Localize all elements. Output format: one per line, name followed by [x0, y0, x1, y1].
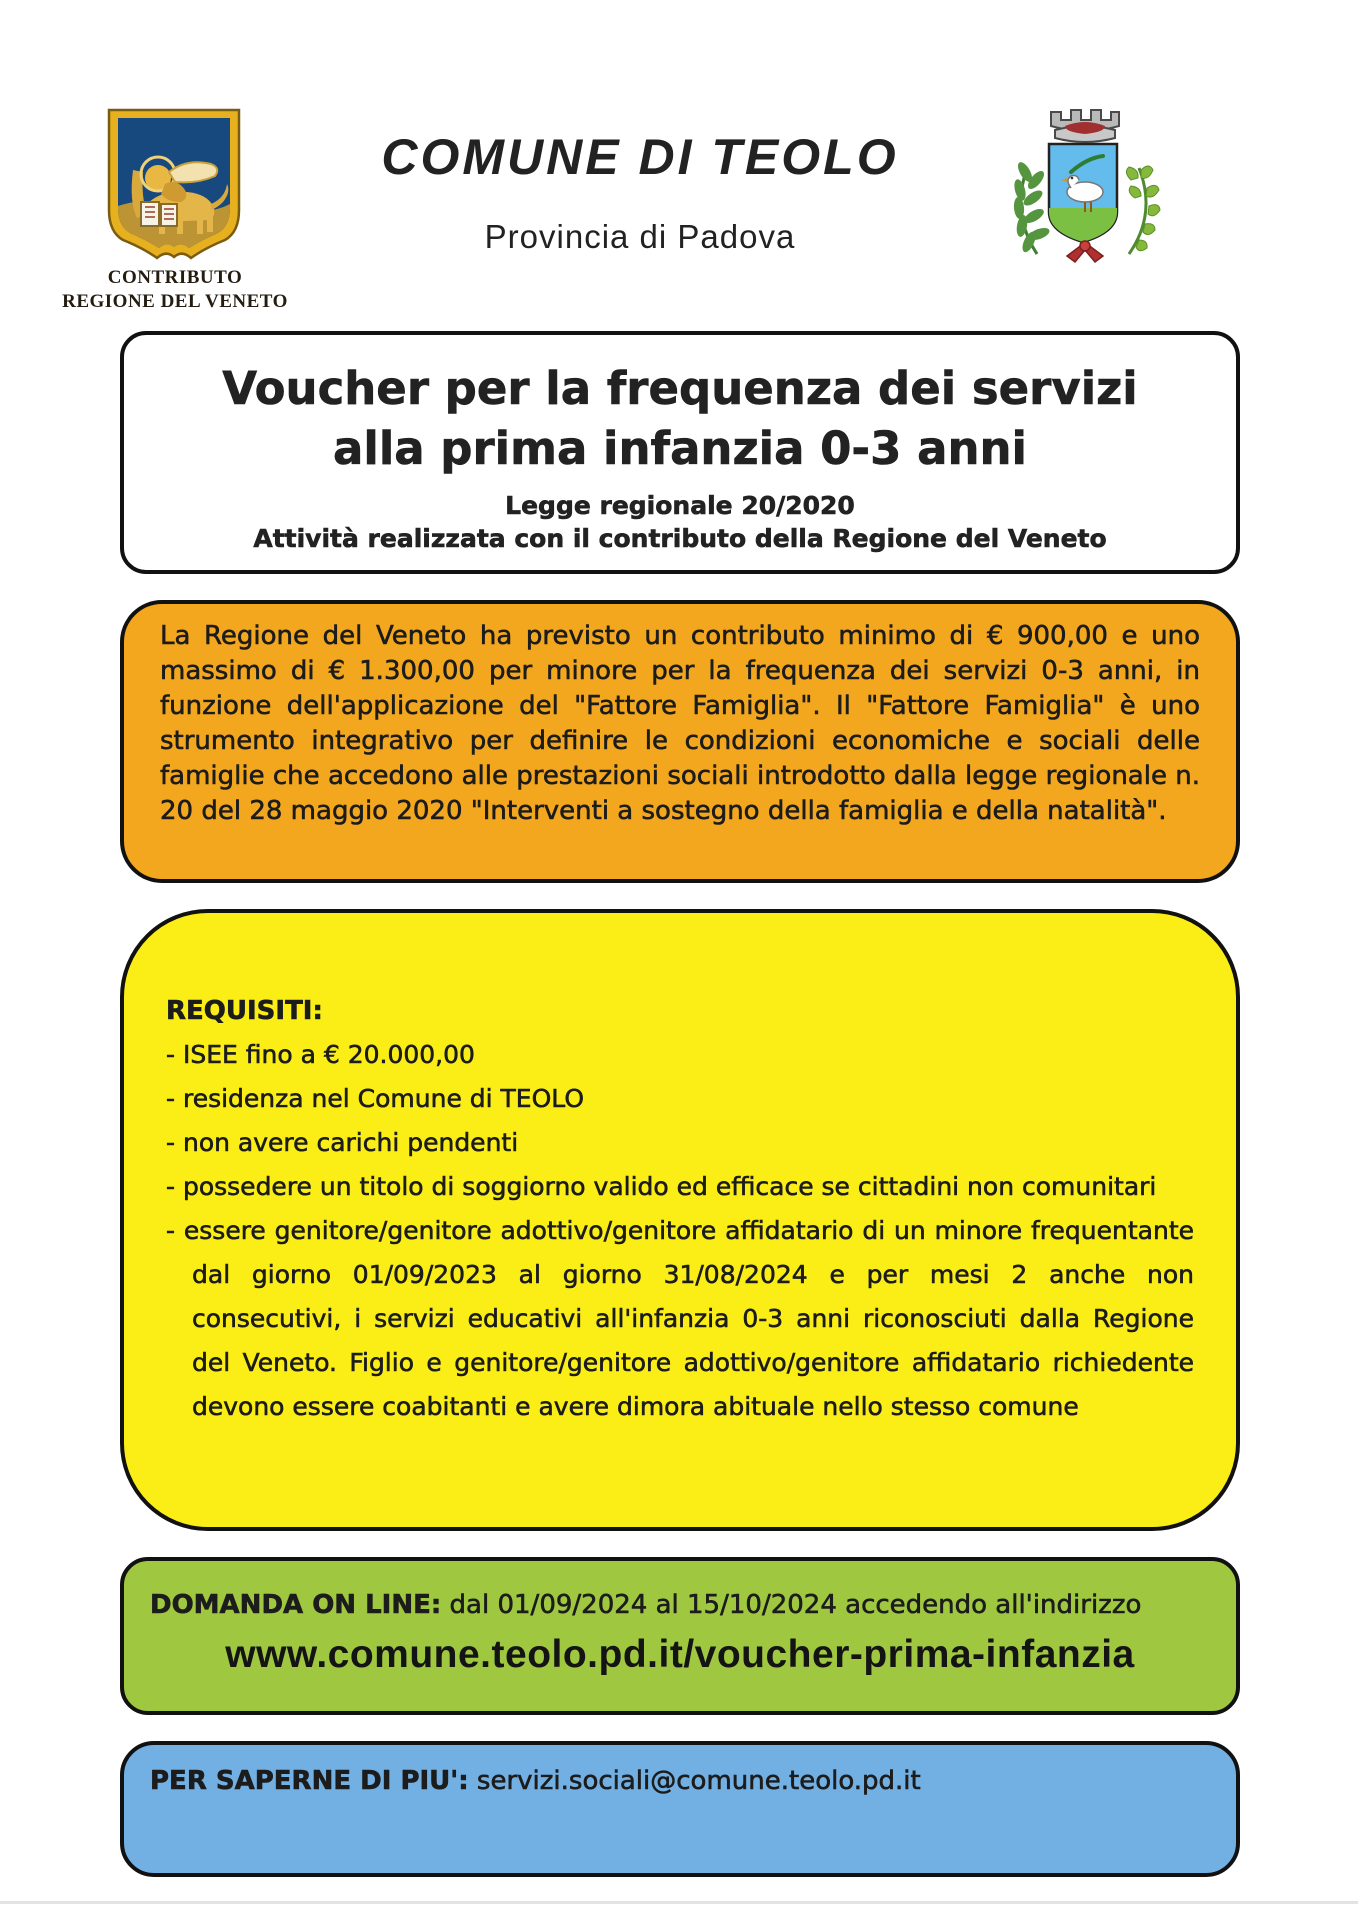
requirement-item: - residenza nel Comune di TEOLO	[166, 1084, 584, 1113]
application-box	[120, 1557, 1240, 1715]
application-dates: dal 01/09/2024 al 15/10/2024 accedendo all'indirizzo	[441, 1590, 1142, 1620]
requirement-item: - ISEE fino a € 20.000,00	[166, 1040, 475, 1069]
requirement-item: - non avere carichi pendenti	[166, 1128, 519, 1157]
application-url: www.comune.teolo.pd.it/voucher-prima-infanzia	[225, 1633, 1135, 1676]
info-box	[120, 1741, 1240, 1877]
left-caption-line1: CONTRIBUTO	[107, 267, 243, 288]
scan-artifact-line	[0, 1901, 1358, 1904]
teolo-coat-of-arms-icon	[993, 94, 1173, 286]
intro-box	[120, 600, 1240, 883]
requirement-item: - essere genitore/genitore adottivo/genitore affidatario di un minore frequentante dal giorno 01/09/2023 al giorno 31/08/2024 e per mesi 2 anche non consecutivi, i servizi educativi all'infanzia 0-3 anni riconosciuti dalla Regione del Veneto. Figlio e genitore/genitore adottivo/genitore affidatario richiedente devono essere coabitanti e avere dimora abituale nello stesso comune	[166, 1216, 1194, 1421]
title-box	[120, 331, 1240, 574]
header-center	[280, 128, 1000, 256]
flyer-title	[134, 359, 1226, 479]
flyer-subtitle-line2: Attività realizzata con il contributo della Regione del Veneto	[253, 524, 1107, 553]
info-line	[150, 1763, 1210, 1799]
requirement-item: - possedere un titolo di soggiorno valido ed efficace se cittadini non comunitari	[166, 1172, 1157, 1201]
province-subtitle: Provincia di Padova	[484, 218, 796, 255]
application-line	[150, 1587, 1210, 1623]
flyer-subtitle	[134, 489, 1226, 555]
info-email: servizi.sociali@comune.teolo.pd.it	[468, 1766, 921, 1796]
municipality-title: COMUNE DI TEOLO	[381, 129, 899, 185]
left-logo-caption	[38, 266, 312, 314]
left-caption-line2: REGIONE DEL VENETO	[62, 291, 288, 312]
requirements-heading: REQUISITI:	[166, 996, 323, 1026]
flyer-title-line1: Voucher per la frequenza dei servizi	[222, 362, 1138, 415]
flyer-subtitle-line1: Legge regionale 20/2020	[505, 491, 855, 520]
application-label: DOMANDA ON LINE:	[150, 1590, 442, 1620]
flyer-title-line2: alla prima infanzia 0-3 anni	[333, 422, 1027, 475]
intro-text: La Regione del Veneto ha previsto un contributo minimo di € 900,00 e uno massimo di € 1.300,00 per minore per la frequenza dei servizi 0-3 anni, in funzione dell'applicazione del "Fattore Famiglia". Il "Fattore Famiglia" è uno strumento integrativo per definire le condizioni economiche e sociali delle famiglie che accedono alle prestazioni sociali introdotto dalla legge regionale n. 20 del 28 maggio 2020 "Interventi a sostegno della famiglia e della natalità".	[160, 621, 1200, 826]
veneto-region-coat-of-arms-icon	[103, 106, 245, 264]
info-label: PER SAPERNE DI PIU':	[150, 1766, 469, 1796]
requirements-box	[120, 909, 1240, 1531]
